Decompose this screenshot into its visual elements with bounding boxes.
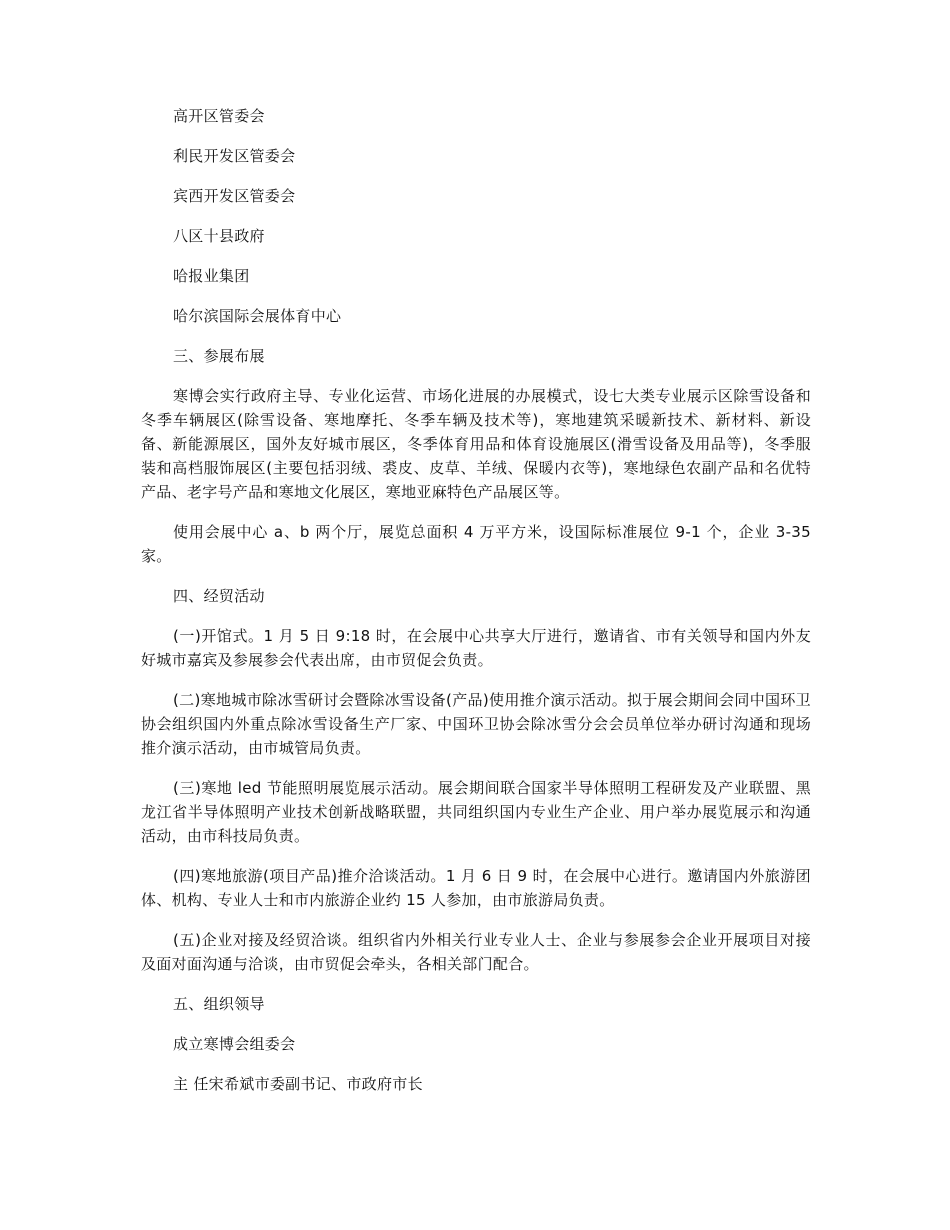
section-heading-3: 三、参展布展 bbox=[173, 347, 265, 365]
paragraph-activity-2: (二)寒地城市除冰雪研讨会暨除冰雪设备(产品)使用推介演示活动。拟于展会期间会同中国环卫协会组织国内外重点除冰雪设备生产厂家、中国环卫协会除冰雪分会会员单位举办研讨沟通和现场推介演示活动，由市城管局负责。 bbox=[141, 691, 811, 757]
paragraph-org-1: 高开区管委会 bbox=[173, 107, 265, 125]
section-heading-4: 四、经贸活动 bbox=[173, 587, 265, 605]
paragraph-director: 主 任宋希斌市委副书记、市政府市长 bbox=[173, 1075, 423, 1093]
paragraph-org-5: 哈报业集团 bbox=[173, 267, 250, 285]
paragraph-activity-1: (一)开馆式。1 月 5 日 9:18 时，在会展中心共享大厅进行，邀请省、市有关领导和国内外友好城市嘉宾及参展参会代表出席，由市贸促会负责。 bbox=[141, 627, 811, 669]
paragraph-venue: 使用会展中心 a、b 两个厅，展览总面积 4 万平方米，设国际标准展位 9-1 个，企业 3-35 家。 bbox=[141, 523, 811, 565]
section-heading-5: 五、组织领导 bbox=[173, 995, 265, 1013]
paragraph-org-3: 宾西开发区管委会 bbox=[173, 187, 296, 205]
paragraph-activity-4: (四)寒地旅游(项目产品)推介洽谈活动。1 月 6 日 9 时，在会展中心进行。邀请国内外旅游团体、机构、专业人士和市内旅游企业约 15 人参加，由市旅游局负责。 bbox=[141, 867, 811, 909]
paragraph-activity-3: (三)寒地 led 节能照明展览展示活动。展会期间联合国家半导体照明工程研发及产业联盟、黑龙江省半导体照明产业技术创新战略联盟，共同组织国内专业生产企业、用户举办展览展示和沟通活动，由市科技局负责。 bbox=[141, 779, 811, 845]
paragraph-org-4: 八区十县政府 bbox=[173, 227, 265, 245]
paragraph-committee: 成立寒博会组委会 bbox=[173, 1035, 296, 1053]
paragraph-org-2: 利民开发区管委会 bbox=[173, 147, 296, 165]
paragraph-activity-5: (五)企业对接及经贸洽谈。组织省内外相关行业专业人士、企业与参展参会企业开展项目对接及面对面沟通与洽谈，由市贸促会牵头，各相关部门配合。 bbox=[141, 931, 811, 973]
paragraph-org-6: 哈尔滨国际会展体育中心 bbox=[173, 307, 342, 325]
document-body bbox=[141, 104, 811, 1112]
paragraph-exhibition-zones: 寒博会实行政府主导、专业化运营、市场化进展的办展模式，设七大类专业展示区除雪设备和冬季车辆展区(除雪设备、寒地摩托、冬季车辆及技术等)，寒地建筑采暖新技术、新材料、新设备、新能源展区，国外友好城市展区，冬季体育用品和体育设施展区(滑雪设备及用品等)，冬季服装和高档服饰展区(主要包括羽绒、裘皮、皮草、羊绒、保暖内衣等)，寒地绿色农副产品和名优特产品、老字号产品和寒地文化展区，寒地亚麻特色产品展区等。 bbox=[141, 387, 811, 501]
